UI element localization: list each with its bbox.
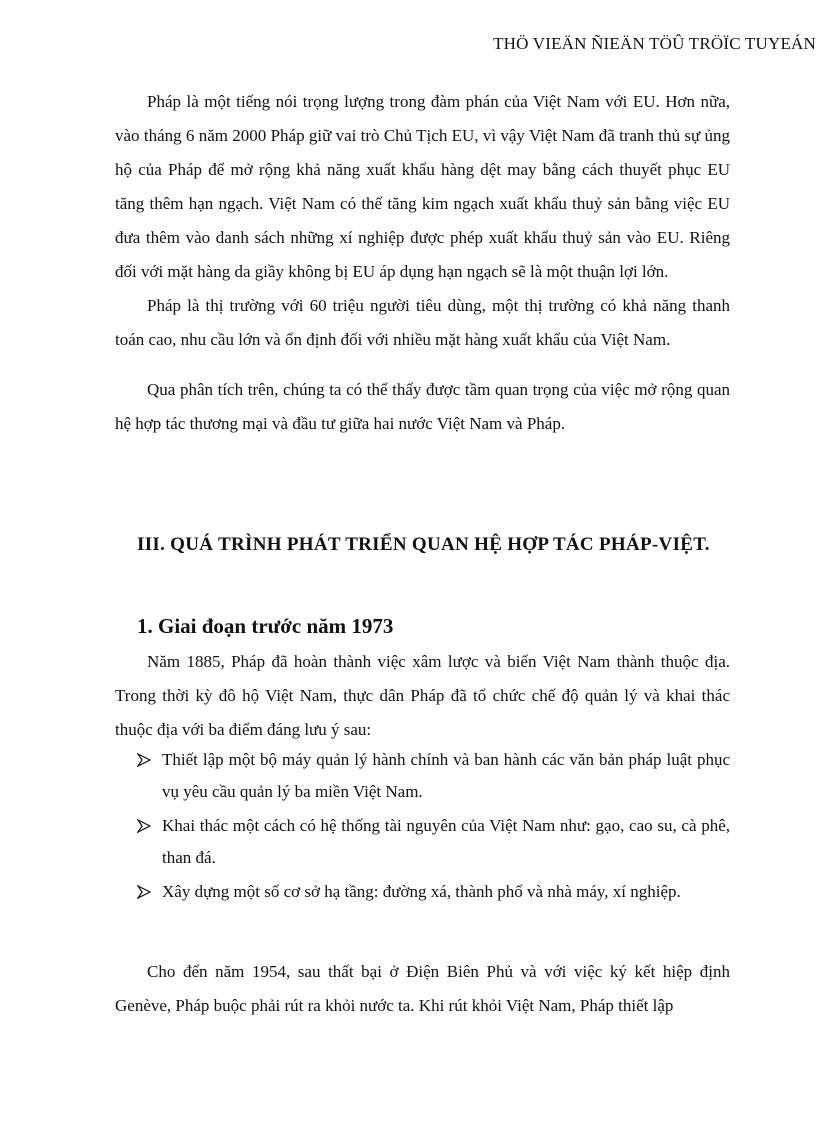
bullet-list — [137, 744, 730, 910]
subsection-heading: 1. Giai đoạn trước năm 1973 — [137, 614, 394, 638]
list-item — [137, 810, 730, 874]
paragraph-eu-role: Pháp là một tiếng nói trọng lượng trong đàm phán của Việt Nam với EU. Hơn nữa, vào tháng 6 năm 2000 Pháp giữ vai trò Chủ Tịch EU, vì vậy Việt Nam đã tranh thủ sự ủng hộ của Pháp để mở rộng khả năng xuất khẩu hàng dệt may bằng cách thuyết phục EU tăng thêm hạn ngạch. Việt Nam có thể tăng kim ngạch xuất khẩu thuỷ sản bằng việc EU đưa thêm vào danh sách những xí nghiệp được phép xuất khẩu thuỷ sản vào EU. Riêng đối với mặt hàng da giầy không bị EU áp dụng hạn ngạch sẽ là một thuận lợi lớn. — [115, 92, 730, 281]
intro-block — [115, 645, 730, 747]
arrow-bullet-icon — [137, 885, 151, 899]
paragraph-intro: Năm 1885, Pháp đã hoàn thành việc xâm lược và biến Việt Nam thành thuộc địa. Trong thời kỳ đô hộ Việt Nam, thực dân Pháp đã tổ chức chế độ quản lý và khai thác thuộc địa với ba điểm đáng lưu ý sau: — [115, 652, 730, 739]
arrow-bullet-icon — [137, 819, 151, 833]
section-heading: III. QUÁ TRÌNH PHÁT TRIỂN QUAN HỆ HỢP TÁC PHÁP-VIỆT. — [137, 534, 710, 555]
list-item — [137, 876, 730, 908]
closing-block — [115, 955, 730, 1023]
arrow-bullet-icon — [137, 753, 151, 767]
page-header: THÖ VIEÄN ÑIEÄN TÖÛ TRÖÏC TUYEÁN — [493, 34, 816, 53]
bullet-text: Xây dựng một số cơ sở hạ tầng: đường xá, thành phố và nhà máy, xí nghiệp. — [162, 882, 681, 901]
paragraph-conclusion: Qua phân tích trên, chúng ta có thể thấy được tầm quan trọng của việc mở rộng quan hệ hợp tác thương mại và đầu tư giữa hai nước Việt Nam và Pháp. — [115, 380, 730, 433]
list-item — [137, 744, 730, 808]
top-paragraphs — [115, 85, 730, 441]
paragraph-market: Pháp là thị trường với 60 triệu người tiêu dùng, một thị trường có khả năng thanh toán cao, nhu cầu lớn và ổn định đối với nhiều mặt hàng xuất khẩu của Việt Nam. — [115, 296, 730, 349]
paragraph-closing: Cho đến năm 1954, sau thất bại ở Điện Biên Phủ và với việc ký kết hiệp định Genève, Pháp buộc phải rút ra khỏi nước ta. Khi rút khỏi Việt Nam, Pháp thiết lập — [115, 962, 730, 1015]
bullet-text: Thiết lập một bộ máy quản lý hành chính và ban hành các văn bản pháp luật phục vụ yêu cầu quản lý ba miền Việt Nam. — [162, 750, 730, 801]
bullet-text: Khai thác một cách có hệ thống tài nguyên của Việt Nam như: gạo, cao su, cà phê, than đá. — [162, 816, 730, 867]
